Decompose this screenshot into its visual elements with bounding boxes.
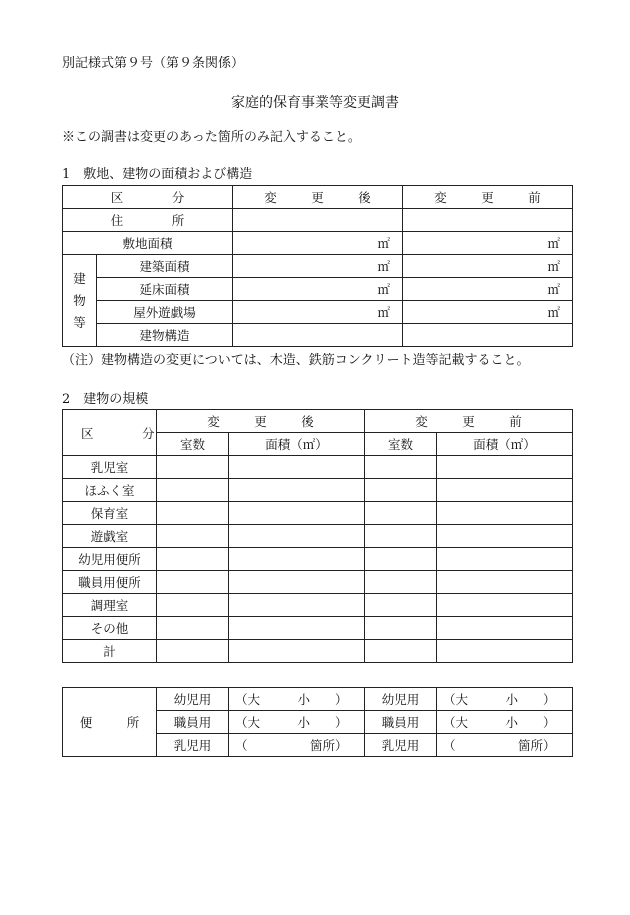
room-type-label: その他 [63, 617, 157, 640]
header-category: 区 分 [63, 410, 157, 456]
rooms-after-cell[interactable] [157, 617, 229, 640]
area-before-cell[interactable] [437, 594, 573, 617]
subheader-area-after: 面積（㎡） [229, 433, 365, 456]
section1-footnote: （注）建物構造の変更については、木造、鉄筋コンクリート造等記載すること。 [62, 353, 530, 368]
row-site-area-label: 敷地面積 [63, 232, 233, 255]
table-row [63, 456, 573, 479]
room-type-label: 職員用便所 [63, 571, 157, 594]
building-area-after-cell[interactable] [233, 255, 403, 278]
table-row [63, 502, 573, 525]
table-row [63, 571, 573, 594]
rooms-after-cell[interactable] [157, 502, 229, 525]
site-area-before-cell[interactable] [403, 232, 573, 255]
header-before: 変 更 前 [365, 410, 573, 433]
row-building-area-label: 建築面積 [97, 255, 233, 278]
toilet-after-cell[interactable]: （ 箇所） [229, 734, 365, 757]
rooms-before-cell[interactable] [365, 479, 437, 502]
table-row [63, 479, 573, 502]
toilet-before-cell[interactable]: （大 小 ） [437, 688, 573, 711]
section1-heading: 1 敷地、建物の面積および構造 [62, 167, 253, 182]
outdoor-play-after-cell[interactable] [233, 301, 403, 324]
document-title: 家庭的保育事業等変更調書 [231, 95, 399, 111]
area-after-cell[interactable] [229, 502, 365, 525]
unit-sqm: ㎡ [377, 305, 391, 320]
subheader-rooms-after: 室数 [157, 433, 229, 456]
site-building-table [62, 185, 573, 347]
toilet-label: 便 所 [63, 688, 157, 757]
floor-area-before-cell[interactable] [403, 278, 573, 301]
rooms-after-cell[interactable] [157, 456, 229, 479]
rooms-after-cell[interactable] [157, 571, 229, 594]
toilet-table [62, 687, 573, 757]
building-scale-table [62, 409, 573, 663]
unit-sqm: ㎡ [547, 282, 561, 297]
room-type-label: 計 [63, 640, 157, 663]
toilet-type: 幼児用 [157, 688, 229, 711]
toilet-type: 乳児用 [365, 734, 437, 757]
area-after-cell[interactable] [229, 640, 365, 663]
row-floor-area-label: 延床面積 [97, 278, 233, 301]
rooms-before-cell[interactable] [365, 502, 437, 525]
toilet-after-cell[interactable]: （大 小 ） [229, 711, 365, 734]
building-area-before-cell[interactable] [403, 255, 573, 278]
address-after-cell[interactable] [233, 209, 403, 232]
area-before-cell[interactable] [437, 456, 573, 479]
area-after-cell[interactable] [229, 456, 365, 479]
unit-sqm: ㎡ [377, 236, 391, 251]
row-outdoor-play-label: 屋外遊戯場 [97, 301, 233, 324]
area-before-cell[interactable] [437, 617, 573, 640]
form-number: 別記様式第９号（第９条関係） [62, 56, 245, 71]
structure-before-cell[interactable] [403, 324, 573, 347]
unit-sqm: ㎡ [377, 259, 391, 274]
header-after: 変 更 後 [233, 186, 403, 209]
rooms-before-cell[interactable] [365, 548, 437, 571]
room-type-label: 調理室 [63, 594, 157, 617]
rooms-after-cell[interactable] [157, 479, 229, 502]
area-before-cell[interactable] [437, 640, 573, 663]
rooms-before-cell[interactable] [365, 456, 437, 479]
area-before-cell[interactable] [437, 525, 573, 548]
header-before: 変 更 前 [403, 186, 573, 209]
site-area-after-cell[interactable] [233, 232, 403, 255]
area-after-cell[interactable] [229, 525, 365, 548]
rooms-before-cell[interactable] [365, 594, 437, 617]
area-after-cell[interactable] [229, 479, 365, 502]
rooms-after-cell[interactable] [157, 548, 229, 571]
unit-sqm: ㎡ [377, 282, 391, 297]
area-after-cell[interactable] [229, 594, 365, 617]
toilet-type: 乳児用 [157, 734, 229, 757]
room-type-label: 遊戯室 [63, 525, 157, 548]
area-after-cell[interactable] [229, 571, 365, 594]
section2-heading: 2 建物の規模 [62, 392, 149, 407]
row-structure-label: 建物構造 [97, 324, 233, 347]
rooms-after-cell[interactable] [157, 594, 229, 617]
table-row [63, 594, 573, 617]
toilet-type: 幼児用 [365, 688, 437, 711]
room-type-label: 乳児室 [63, 456, 157, 479]
rooms-after-cell[interactable] [157, 640, 229, 663]
unit-sqm: ㎡ [547, 236, 561, 251]
floor-area-after-cell[interactable] [233, 278, 403, 301]
toilet-before-cell[interactable]: （ 箇所） [437, 734, 573, 757]
toilet-type: 職員用 [365, 711, 437, 734]
row-address-label: 住 所 [63, 209, 233, 232]
room-type-label: 幼児用便所 [63, 548, 157, 571]
unit-sqm: ㎡ [547, 305, 561, 320]
area-after-cell[interactable] [229, 548, 365, 571]
room-type-label: 保育室 [63, 502, 157, 525]
unit-sqm: ㎡ [547, 259, 561, 274]
rooms-before-cell[interactable] [365, 640, 437, 663]
area-after-cell[interactable] [229, 617, 365, 640]
subheader-rooms-before: 室数 [365, 433, 437, 456]
building-group-label: 建 物 等 [63, 255, 97, 347]
address-before-cell[interactable] [403, 209, 573, 232]
header-after: 変 更 後 [157, 410, 365, 433]
toilet-before-cell[interactable]: （大 小 ） [437, 711, 573, 734]
toilet-type: 職員用 [157, 711, 229, 734]
rooms-before-cell[interactable] [365, 617, 437, 640]
table-row [63, 548, 573, 571]
outdoor-play-before-cell[interactable] [403, 301, 573, 324]
room-type-label: ほふく室 [63, 479, 157, 502]
area-before-cell[interactable] [437, 548, 573, 571]
instruction-note: ※この調書は変更のあった箇所のみ記入すること。 [62, 130, 361, 145]
area-before-cell[interactable] [437, 479, 573, 502]
rooms-before-cell[interactable] [365, 571, 437, 594]
area-before-cell[interactable] [437, 502, 573, 525]
rooms-after-cell[interactable] [157, 525, 229, 548]
structure-after-cell[interactable] [233, 324, 403, 347]
table-row [63, 617, 573, 640]
table-row [63, 525, 573, 548]
area-before-cell[interactable] [437, 571, 573, 594]
subheader-area-before: 面積（㎡） [437, 433, 573, 456]
toilet-after-cell[interactable]: （大 小 ） [229, 688, 365, 711]
header-category: 区 分 [63, 186, 233, 209]
rooms-before-cell[interactable] [365, 525, 437, 548]
table-row [63, 640, 573, 663]
